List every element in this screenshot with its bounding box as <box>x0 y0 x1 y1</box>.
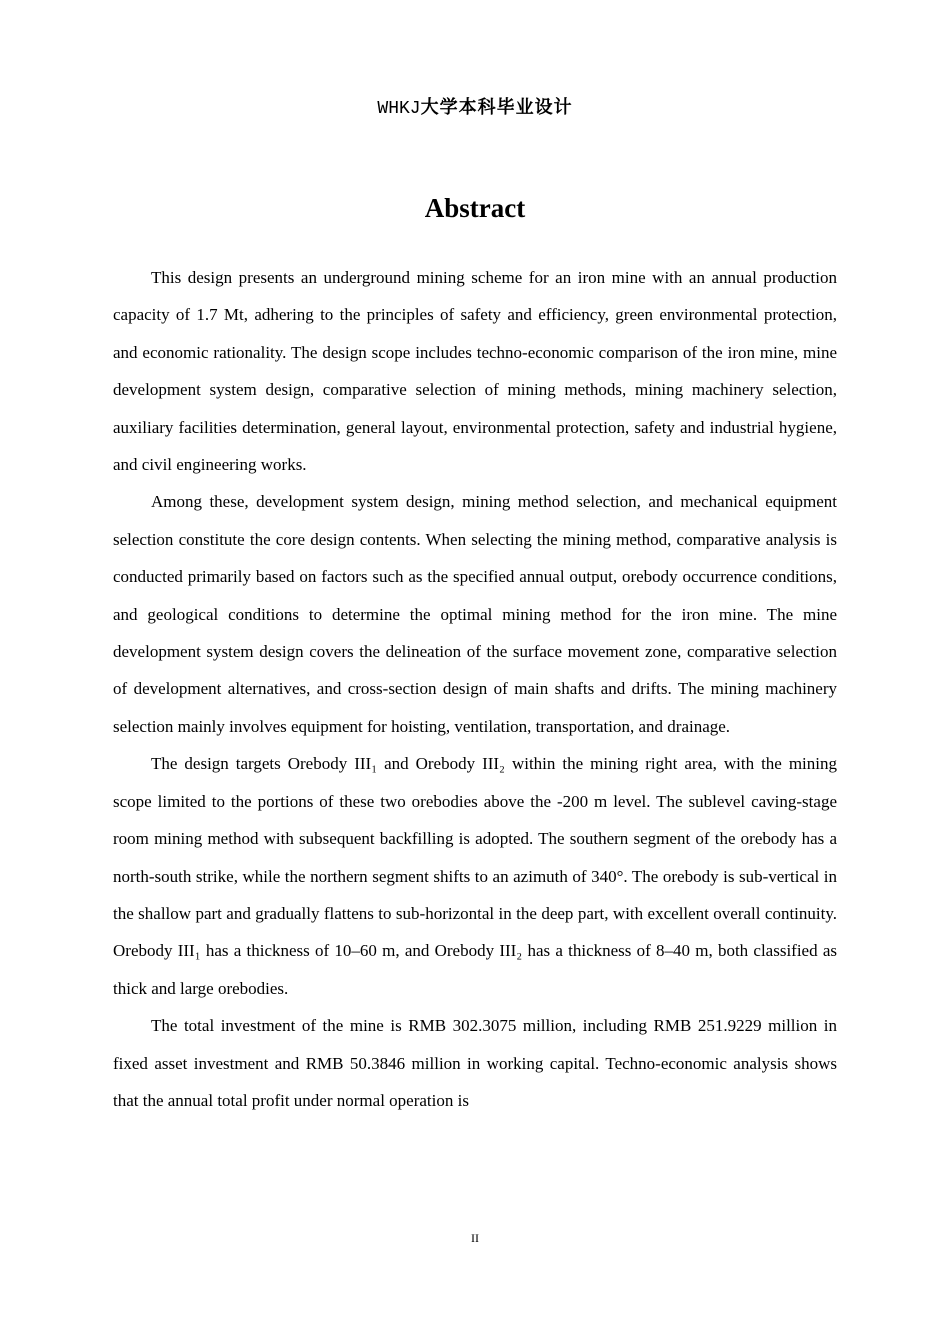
header-school-code: WHKJ <box>377 99 421 119</box>
header-thesis-label: 大学本科毕业设计 <box>420 97 573 118</box>
abstract-paragraph-1: This design presents an underground mining scheme for an iron mine with an annual production capacity of 1.7 Mt, adhering to the principles of safety and efficiency, green environmental protection, and economic rationality. The design scope includes techno-economic comparison of the iron mine, mine development system design, comparative selection of mining methods, mining machinery selection, auxiliary facilities determination, general layout, environmental protection, safety and industrial hygiene, and civil engineering works. <box>113 268 837 475</box>
abstract-body <box>113 259 837 1119</box>
abstract-paragraph-4: The total investment of the mine is RMB 302.3075 million, including RMB 251.9229 million in fixed asset investment and RMB 50.3846 million in working capital. Techno-economic analysis shows that the annual total profit under normal operation is <box>113 1016 837 1110</box>
page-title: Abstract <box>424 193 526 223</box>
running-header <box>0 93 950 119</box>
page-number: II <box>471 1231 479 1245</box>
abstract-paragraph-3: The design targets Orebody III₁ and Orebody III₂ within the mining right area, with the mining scope limited to the portions of these two orebodies above the -200 m level. The sublevel caving-stage room mining method with subsequent backfilling is adopted. The southern segment of the orebody has a north-south strike, while the northern segment shifts to an azimuth of 340°. The orebody is sub-vertical in the shallow part and gradually flattens to sub-horizontal in the deep part, with excellent overall continuity. Orebody III₁ has a thickness of 10–60 m, and Orebody III₂ has a thickness of 8–40 m, both classified as thick and large orebodies. <box>113 754 837 998</box>
abstract-paragraph-2: Among these, development system design, mining method selection, and mechanical equipment selection constitute the core design contents. When selecting the mining method, comparative analysis is conducted primarily based on factors such as the specified annual output, orebody occurrence conditions, and geological conditions to determine the optimal mining method for the iron mine. The mine development system design covers the delineation of the surface movement zone, comparative selection of development alternatives, and cross-section design of main shafts and drifts. The mining machinery selection mainly involves equipment for hoisting, ventilation, transportation, and drainage. <box>113 492 837 736</box>
